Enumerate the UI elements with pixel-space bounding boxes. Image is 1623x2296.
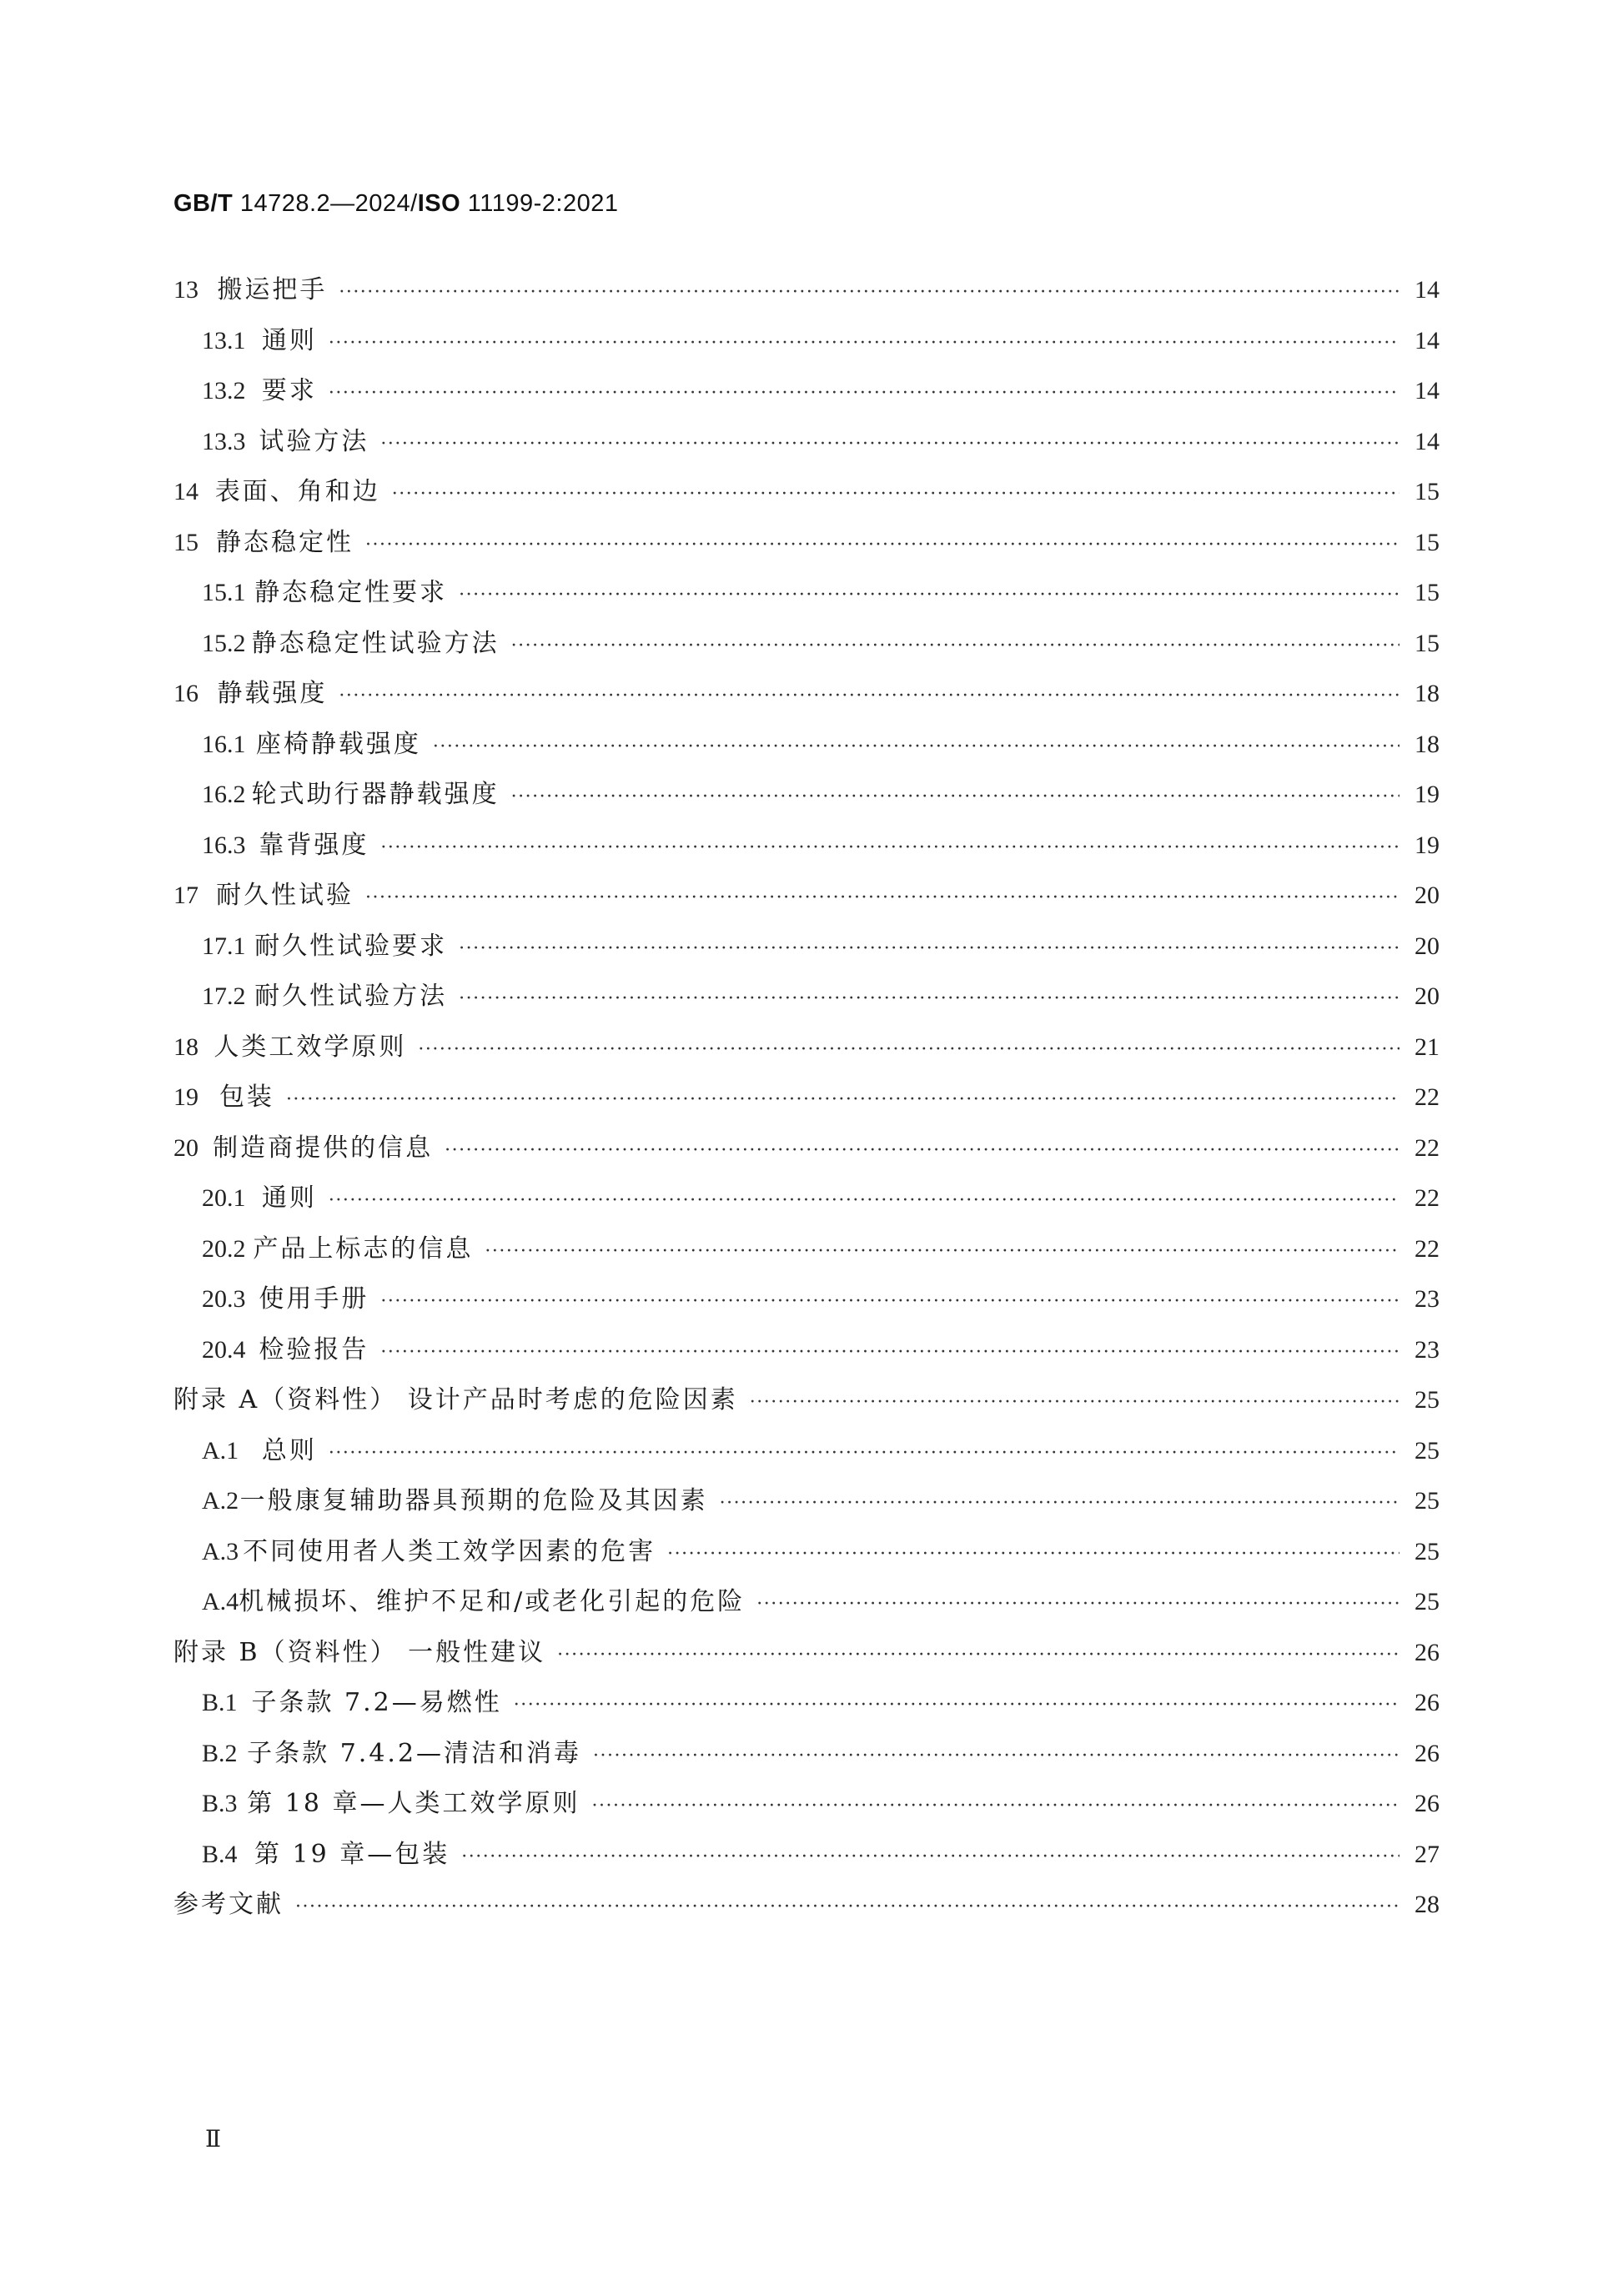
toc-entry-page: 22	[1414, 1133, 1440, 1162]
dot-leader	[592, 1781, 1400, 1831]
toc-entry-page: 26	[1414, 1638, 1440, 1666]
dot-leader	[459, 924, 1399, 974]
toc-entry-number: 15	[173, 528, 198, 556]
toc-entry-number: B.4	[202, 1840, 238, 1868]
toc-entry-number: 20.1	[202, 1184, 246, 1212]
toc-entry-number: 13.1	[202, 326, 246, 354]
standard-code-number: 14728.2—2024/	[233, 190, 418, 217]
toc-entry-page: 18	[1414, 730, 1440, 758]
toc-entry-number: B.2	[202, 1739, 238, 1767]
toc-entry[interactable]	[173, 619, 1440, 670]
toc-entry-number: 19	[173, 1083, 198, 1111]
toc-entry-title: 第 19 章—包装	[254, 1839, 450, 1869]
toc-entry-number: A.2	[202, 1487, 239, 1515]
toc-entry-page: 27	[1414, 1840, 1440, 1868]
toc-entry-title: 第 18 章—人类工效学原则	[247, 1789, 580, 1818]
toc-entry-title: 参考文献	[173, 1890, 284, 1919]
toc-entry[interactable]	[173, 871, 1440, 922]
toc-entry[interactable]	[173, 1830, 1440, 1881]
toc-entry-title: 表面、角和边	[214, 477, 380, 506]
dot-leader	[514, 1681, 1399, 1731]
dot-leader	[720, 1479, 1399, 1529]
toc-entry-page: 25	[1414, 1588, 1440, 1615]
dot-leader	[329, 1176, 1399, 1226]
toc-entry-title: 通则	[261, 1183, 317, 1213]
toc-entry-page: 14	[1414, 276, 1440, 304]
toc-entry-number: 14	[173, 478, 198, 505]
dot-leader	[295, 1882, 1399, 1932]
toc-entry-title: 耐久性试验要求	[254, 931, 448, 961]
toc-entry[interactable]	[173, 1325, 1440, 1376]
toc-entry-title: 耐久性试验方法	[254, 982, 448, 1011]
toc-entry[interactable]	[173, 1375, 1440, 1426]
dot-leader	[593, 1731, 1399, 1781]
dot-leader	[380, 420, 1399, 470]
toc-entry[interactable]	[173, 1173, 1440, 1224]
toc-entry-number: 20.2	[202, 1234, 246, 1263]
toc-entry-page: 23	[1414, 1285, 1440, 1313]
toc-entry-page: 18	[1414, 680, 1440, 707]
toc-entry-title: 附录 B（资料性） 一般性建议	[173, 1637, 546, 1667]
toc-entry[interactable]	[173, 1123, 1440, 1174]
toc-entry[interactable]	[173, 1729, 1440, 1780]
standard-code-prefix: GB/T	[173, 190, 234, 217]
toc-entry-title: 静载强度	[217, 679, 328, 708]
toc-entry-page: 28	[1414, 1891, 1440, 1918]
toc-entry-title: 轮式助行器静载强度	[251, 780, 500, 809]
dot-leader	[750, 1378, 1399, 1428]
toc-entry[interactable]	[173, 568, 1440, 619]
toc-entry-page: 22	[1414, 1083, 1440, 1111]
dot-leader	[557, 1630, 1399, 1681]
dot-leader	[329, 319, 1399, 369]
toc-entry-title: 试验方法	[259, 426, 369, 456]
toc-entry-number: 16.1	[202, 730, 246, 758]
dot-leader	[329, 1429, 1399, 1479]
toc-entry-number: 13.2	[202, 377, 246, 404]
toc-entry[interactable]	[173, 1779, 1440, 1830]
dot-leader	[756, 1580, 1399, 1630]
toc-entry[interactable]	[173, 1527, 1440, 1578]
toc-entry-page: 26	[1414, 1790, 1440, 1817]
toc-entry-title: 子条款 7.4.2—清洁和消毒	[247, 1738, 582, 1768]
dot-leader	[459, 974, 1399, 1024]
page-number-footer: Ⅱ	[205, 2127, 222, 2153]
toc-entry-title: 子条款 7.2—易燃性	[251, 1688, 502, 1717]
dot-leader	[511, 621, 1399, 671]
toc-entry-number: B.3	[202, 1790, 238, 1817]
toc-entry-page: 22	[1414, 1184, 1440, 1212]
toc-entry[interactable]	[173, 1678, 1440, 1729]
toc-entry-page: 19	[1414, 831, 1440, 859]
toc-entry-number: 13.3	[202, 427, 246, 455]
toc-entry[interactable]	[173, 770, 1440, 821]
dot-leader	[380, 823, 1399, 873]
dot-leader	[380, 1277, 1399, 1327]
dot-leader	[380, 1328, 1399, 1378]
toc-entry-number: A.1	[202, 1436, 239, 1465]
toc-entry-title: 产品上标志的信息	[253, 1233, 474, 1264]
toc-entry[interactable]	[173, 467, 1440, 518]
table-of-contents	[173, 265, 1440, 1931]
toc-entry-title: 使用手册	[259, 1284, 369, 1314]
document-header	[173, 190, 618, 218]
toc-entry-page: 15	[1414, 528, 1440, 556]
toc-entry-number: 17.1	[202, 932, 246, 960]
toc-entry-number: 16	[173, 680, 198, 707]
toc-entry-title: 座椅静载强度	[255, 729, 421, 759]
toc-entry[interactable]	[173, 972, 1440, 1022]
toc-entry-page: 25	[1414, 1436, 1440, 1465]
toc-entry-page: 19	[1414, 781, 1440, 808]
toc-entry-title: 靠背强度	[259, 830, 369, 860]
toc-entry-page: 25	[1414, 1487, 1440, 1515]
toc-entry-title: 附录 A（资料性） 设计产品时考虑的危险因素	[173, 1385, 738, 1414]
toc-entry-number: 13	[173, 276, 198, 304]
toc-entry-page: 25	[1414, 1386, 1440, 1414]
toc-entry-title: 制造商提供的信息	[213, 1133, 434, 1163]
toc-entry-number: 20.4	[202, 1335, 246, 1364]
toc-entry-number: 15.1	[202, 579, 246, 606]
toc-entry-page: 15	[1414, 629, 1440, 657]
iso-code-number: 11199-2:2021	[460, 190, 619, 217]
dot-leader	[461, 1832, 1399, 1882]
toc-entry-title: 包装	[219, 1083, 274, 1112]
toc-entry[interactable]	[173, 1880, 1440, 1931]
toc-entry-title: 搬运把手	[217, 275, 328, 304]
toc-entry[interactable]	[173, 1577, 1440, 1628]
dot-leader	[485, 1227, 1399, 1277]
toc-entry[interactable]	[173, 1426, 1440, 1477]
toc-entry-page: 15	[1414, 478, 1440, 505]
toc-entry-number: A.4	[202, 1588, 239, 1615]
toc-entry[interactable]	[173, 1274, 1440, 1325]
toc-entry[interactable]	[173, 1224, 1440, 1275]
toc-entry-page: 22	[1414, 1234, 1440, 1263]
toc-entry[interactable]	[173, 720, 1440, 771]
toc-entry-title: 静态稳定性试验方法	[251, 628, 500, 658]
toc-entry-page: 15	[1414, 579, 1440, 606]
toc-entry-title: 总则	[261, 1435, 317, 1465]
toc-entry-page: 14	[1414, 377, 1440, 404]
toc-entry-title: 通则	[261, 325, 317, 355]
dot-leader	[365, 520, 1399, 570]
toc-entry-page: 26	[1414, 1739, 1440, 1767]
toc-entry-number: 15.2	[202, 629, 246, 657]
toc-entry-number: 20.3	[202, 1285, 246, 1313]
toc-entry[interactable]	[173, 265, 1440, 316]
toc-entry-page: 14	[1414, 427, 1440, 455]
dot-leader	[433, 722, 1399, 772]
toc-entry-number: 17	[173, 882, 198, 909]
toc-entry-page: 20	[1414, 882, 1440, 909]
iso-prefix: ISO	[417, 190, 461, 217]
dot-leader	[418, 1025, 1399, 1075]
toc-entry[interactable]	[173, 1476, 1440, 1527]
toc-entry-title: 检验报告	[259, 1334, 369, 1364]
toc-entry-title: 一般康复辅助器具预期的危险及其因素	[239, 1486, 708, 1515]
toc-entry[interactable]	[173, 316, 1440, 367]
toc-entry-page: 25	[1414, 1537, 1440, 1565]
toc-entry-page: 20	[1414, 982, 1440, 1010]
toc-entry-page: 14	[1414, 326, 1440, 354]
toc-entry-title: 静态稳定性要求	[254, 578, 448, 607]
toc-entry-page: 21	[1414, 1032, 1440, 1061]
dot-leader	[445, 1126, 1399, 1176]
toc-entry-number: 20	[173, 1133, 198, 1162]
toc-entry-number: 17.2	[202, 982, 246, 1010]
toc-entry[interactable]	[173, 922, 1440, 972]
toc-entry[interactable]	[173, 417, 1440, 468]
toc-entry-title: 机械损坏、维护不足和/或老化引起的危险	[239, 1587, 746, 1616]
toc-entry-number: B.1	[202, 1689, 238, 1716]
toc-entry[interactable]	[173, 366, 1440, 417]
toc-entry-title: 人类工效学原则	[214, 1032, 407, 1062]
toc-entry[interactable]	[173, 1628, 1440, 1679]
toc-entry-number: 18	[173, 1032, 198, 1061]
toc-entry[interactable]	[173, 821, 1440, 872]
dot-leader	[286, 1075, 1399, 1125]
dot-leader	[459, 570, 1399, 620]
toc-entry-number: 16.3	[202, 831, 246, 859]
dot-leader	[339, 268, 1399, 318]
toc-entry-page: 23	[1414, 1335, 1440, 1364]
toc-entry-title: 耐久性试验	[216, 881, 354, 910]
dot-leader	[667, 1530, 1399, 1580]
toc-entry-title: 要求	[261, 376, 317, 405]
dot-leader	[392, 470, 1399, 520]
toc-entry[interactable]	[173, 1073, 1440, 1123]
dot-leader	[329, 369, 1399, 419]
toc-entry-title: 静态稳定性	[216, 527, 354, 557]
toc-entry[interactable]	[173, 1022, 1440, 1073]
toc-entry-page: 20	[1414, 932, 1440, 960]
toc-entry-number: 16.2	[202, 781, 246, 808]
toc-entry[interactable]	[173, 669, 1440, 720]
dot-leader	[365, 873, 1399, 923]
toc-entry-title: 不同使用者人类工效学因素的危害	[243, 1536, 656, 1566]
dot-leader	[339, 671, 1399, 721]
dot-leader	[511, 772, 1399, 822]
toc-entry-page: 26	[1414, 1689, 1440, 1716]
toc-entry-number: A.3	[202, 1537, 239, 1565]
toc-entry[interactable]	[173, 518, 1440, 569]
